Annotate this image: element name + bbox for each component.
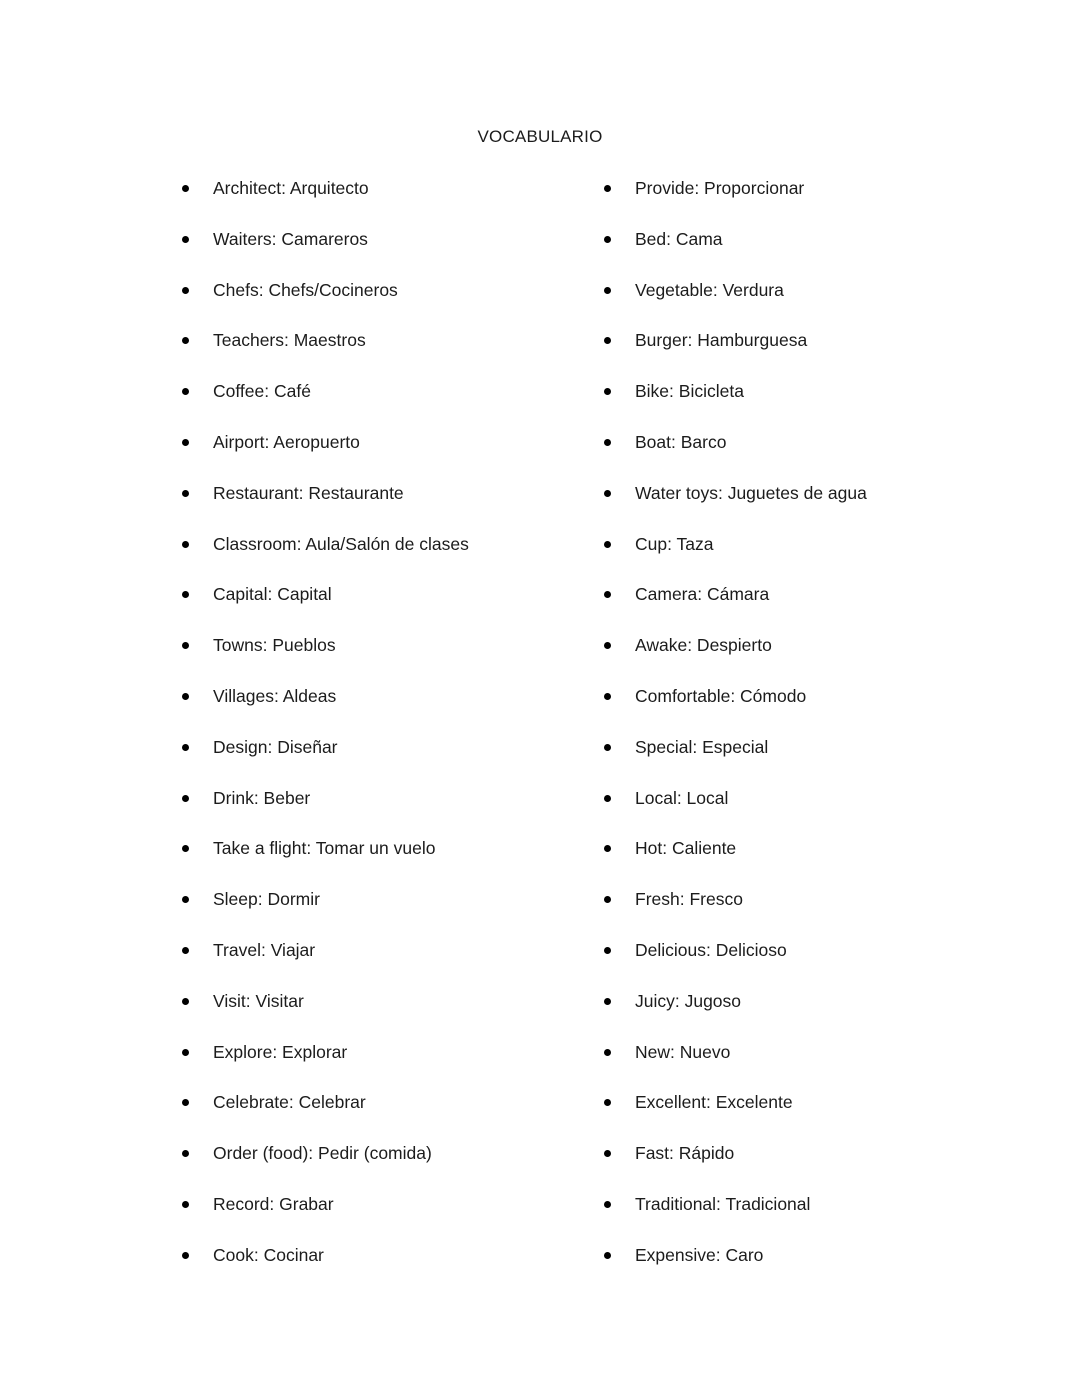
vocabulary-entry: Cook: Cocinar: [213, 1244, 324, 1265]
bullet-icon: [182, 591, 189, 598]
bullet-icon: [182, 541, 189, 548]
vocabulary-entry: Villages: Aldeas: [213, 685, 337, 706]
vocabulary-item: [176, 176, 576, 227]
vocabulary-entry: Sleep: Dormir: [213, 889, 320, 910]
vocabulary-entry: Expensive: Caro: [635, 1244, 764, 1265]
bullet-icon: [604, 439, 611, 446]
vocabulary-entry: Teachers: Maestros: [213, 330, 366, 351]
vocabulary-list-left: [176, 176, 576, 1294]
vocabulary-item: [176, 1090, 576, 1141]
vocabulary-entry: Bed: Cama: [635, 228, 723, 249]
vocabulary-entry: Boat: Barco: [635, 431, 727, 452]
bullet-icon: [182, 1049, 189, 1056]
vocabulary-item: [176, 328, 576, 379]
bullet-icon: [182, 490, 189, 497]
vocabulary-item: [598, 328, 1018, 379]
vocabulary-item: [598, 1243, 1018, 1294]
bullet-icon: [604, 185, 611, 192]
vocabulary-entry: Water toys: Juguetes de agua: [635, 482, 867, 503]
bullet-icon: [604, 1099, 611, 1106]
bullet-icon: [604, 287, 611, 294]
vocabulary-entry: Juicy: Jugoso: [635, 990, 742, 1011]
vocabulary-entry: Restaurant: Restaurante: [213, 482, 404, 503]
vocabulary-entry: Traditional: Tradicional: [635, 1193, 811, 1214]
bullet-icon: [182, 845, 189, 852]
vocabulary-entry: Chefs: Chefs/Cocineros: [213, 279, 398, 300]
vocabulary-entry: Comfortable: Cómodo: [635, 685, 807, 706]
vocabulary-item: [176, 836, 576, 887]
vocabulary-entry: Architect: Arquitecto: [213, 178, 369, 198]
vocabulary-entry: New: Nuevo: [635, 1041, 731, 1062]
vocabulary-item: [598, 1141, 1018, 1192]
vocabulary-item: [176, 684, 576, 735]
vocabulary-item: [598, 786, 1018, 837]
vocabulary-item: [176, 481, 576, 532]
vocabulary-entry: Travel: Viajar: [213, 939, 316, 960]
vocabulary-item: [598, 735, 1018, 786]
bullet-icon: [182, 693, 189, 700]
vocabulary-item: [598, 836, 1018, 887]
vocabulary-entry: Awake: Despierto: [635, 635, 772, 656]
vocabulary-entry: Fresh: Fresco: [635, 889, 743, 910]
vocabulary-item: [598, 430, 1018, 481]
bullet-icon: [604, 795, 611, 802]
vocabulary-entry: Burger: Hamburguesa: [635, 330, 808, 351]
vocabulary-item: [598, 633, 1018, 684]
bullet-icon: [604, 896, 611, 903]
bullet-icon: [604, 845, 611, 852]
vocabulary-item: [598, 1090, 1018, 1141]
vocabulary-item: [176, 227, 576, 278]
vocabulary-entry: Record: Grabar: [213, 1193, 334, 1214]
vocabulary-entry: Explore: Explorar: [213, 1041, 348, 1062]
vocabulary-item: [598, 938, 1018, 989]
vocabulary-entry: Design: Diseñar: [213, 736, 338, 757]
vocabulary-item: [598, 379, 1018, 430]
vocabulary-item: [176, 735, 576, 786]
bullet-icon: [182, 1099, 189, 1106]
vocabulary-item: [176, 1192, 576, 1243]
vocabulary-entry: Order (food): Pedir (comida): [213, 1143, 432, 1164]
vocabulary-item: [598, 481, 1018, 532]
bullet-icon: [182, 947, 189, 954]
bullet-icon: [604, 541, 611, 548]
vocabulary-list-right: [598, 176, 1018, 1294]
vocabulary-item: [176, 532, 576, 583]
vocabulary-entry: Provide: Proporcionar: [635, 178, 805, 198]
bullet-icon: [182, 795, 189, 802]
vocabulary-entry: Fast: Rápido: [635, 1143, 735, 1164]
page-title: VOCABULARIO: [477, 127, 603, 146]
vocabulary-item: [598, 227, 1018, 278]
vocabulary-entry: Vegetable: Verdura: [635, 279, 784, 300]
bullet-icon: [604, 337, 611, 344]
bullet-icon: [604, 1049, 611, 1056]
vocabulary-item: [176, 989, 576, 1040]
vocabulary-entry: Visit: Visitar: [213, 990, 304, 1011]
vocabulary-entry: Hot: Caliente: [635, 838, 737, 859]
vocabulary-item: [176, 379, 576, 430]
vocabulary-item: [176, 278, 576, 329]
bullet-icon: [182, 388, 189, 395]
bullet-icon: [604, 744, 611, 751]
vocabulary-entry: Coffee: Café: [213, 381, 311, 402]
bullet-icon: [604, 388, 611, 395]
vocabulary-entry: Local: Local: [635, 787, 729, 808]
bullet-icon: [604, 236, 611, 243]
bullet-icon: [182, 185, 189, 192]
vocabulary-entry: Excellent: Excelente: [635, 1092, 793, 1113]
bullet-icon: [182, 1150, 189, 1157]
vocabulary-item: [176, 633, 576, 684]
vocabulary-item: [176, 786, 576, 837]
bullet-icon: [604, 947, 611, 954]
vocabulary-item: [598, 684, 1018, 735]
vocabulary-entry: Bike: Bicicleta: [635, 381, 744, 402]
vocabulary-entry: Waiters: Camareros: [213, 228, 368, 249]
vocabulary-entry: Cup: Taza: [635, 533, 714, 554]
vocabulary-item: [598, 278, 1018, 329]
bullet-icon: [182, 998, 189, 1005]
bullet-icon: [182, 337, 189, 344]
vocabulary-entry: Celebrate: Celebrar: [213, 1092, 366, 1113]
vocabulary-item: [598, 532, 1018, 583]
bullet-icon: [182, 287, 189, 294]
vocabulary-item: [176, 887, 576, 938]
bullet-icon: [604, 693, 611, 700]
bullet-icon: [182, 1252, 189, 1259]
vocabulary-item: [176, 1243, 576, 1294]
bullet-icon: [604, 1252, 611, 1259]
bullet-icon: [604, 591, 611, 598]
vocabulary-entry: Delicious: Delicioso: [635, 939, 787, 960]
vocabulary-item: [176, 582, 576, 633]
bullet-icon: [604, 1201, 611, 1208]
bullet-icon: [182, 642, 189, 649]
bullet-icon: [604, 1150, 611, 1157]
vocabulary-item: [598, 1192, 1018, 1243]
vocabulary-entry: Take a flight: Tomar un vuelo: [213, 838, 436, 859]
vocabulary-item: [176, 938, 576, 989]
vocabulary-entry: Towns: Pueblos: [213, 635, 336, 656]
bullet-icon: [182, 896, 189, 903]
vocabulary-item: [176, 1040, 576, 1091]
bullet-icon: [182, 439, 189, 446]
vocabulary-entry: Camera: Cámara: [635, 584, 770, 605]
bullet-icon: [604, 490, 611, 497]
vocabulary-entry: Capital: Capital: [213, 584, 332, 605]
vocabulary-item: [598, 582, 1018, 633]
vocabulary-item: [176, 430, 576, 481]
vocabulary-entry: Drink: Beber: [213, 787, 311, 808]
vocabulary-entry: Airport: Aeropuerto: [213, 431, 360, 452]
bullet-icon: [604, 642, 611, 649]
vocabulary-item: [598, 989, 1018, 1040]
vocabulary-item: [176, 1141, 576, 1192]
bullet-icon: [182, 1201, 189, 1208]
bullet-icon: [604, 998, 611, 1005]
vocabulary-entry: Special: Especial: [635, 736, 769, 757]
vocabulary-item: [598, 887, 1018, 938]
vocabulary-item: [598, 1040, 1018, 1091]
vocabulary-entry: Classroom: Aula/Salón de clases: [213, 533, 469, 554]
vocabulary-item: [598, 176, 1018, 227]
bullet-icon: [182, 236, 189, 243]
bullet-icon: [182, 744, 189, 751]
